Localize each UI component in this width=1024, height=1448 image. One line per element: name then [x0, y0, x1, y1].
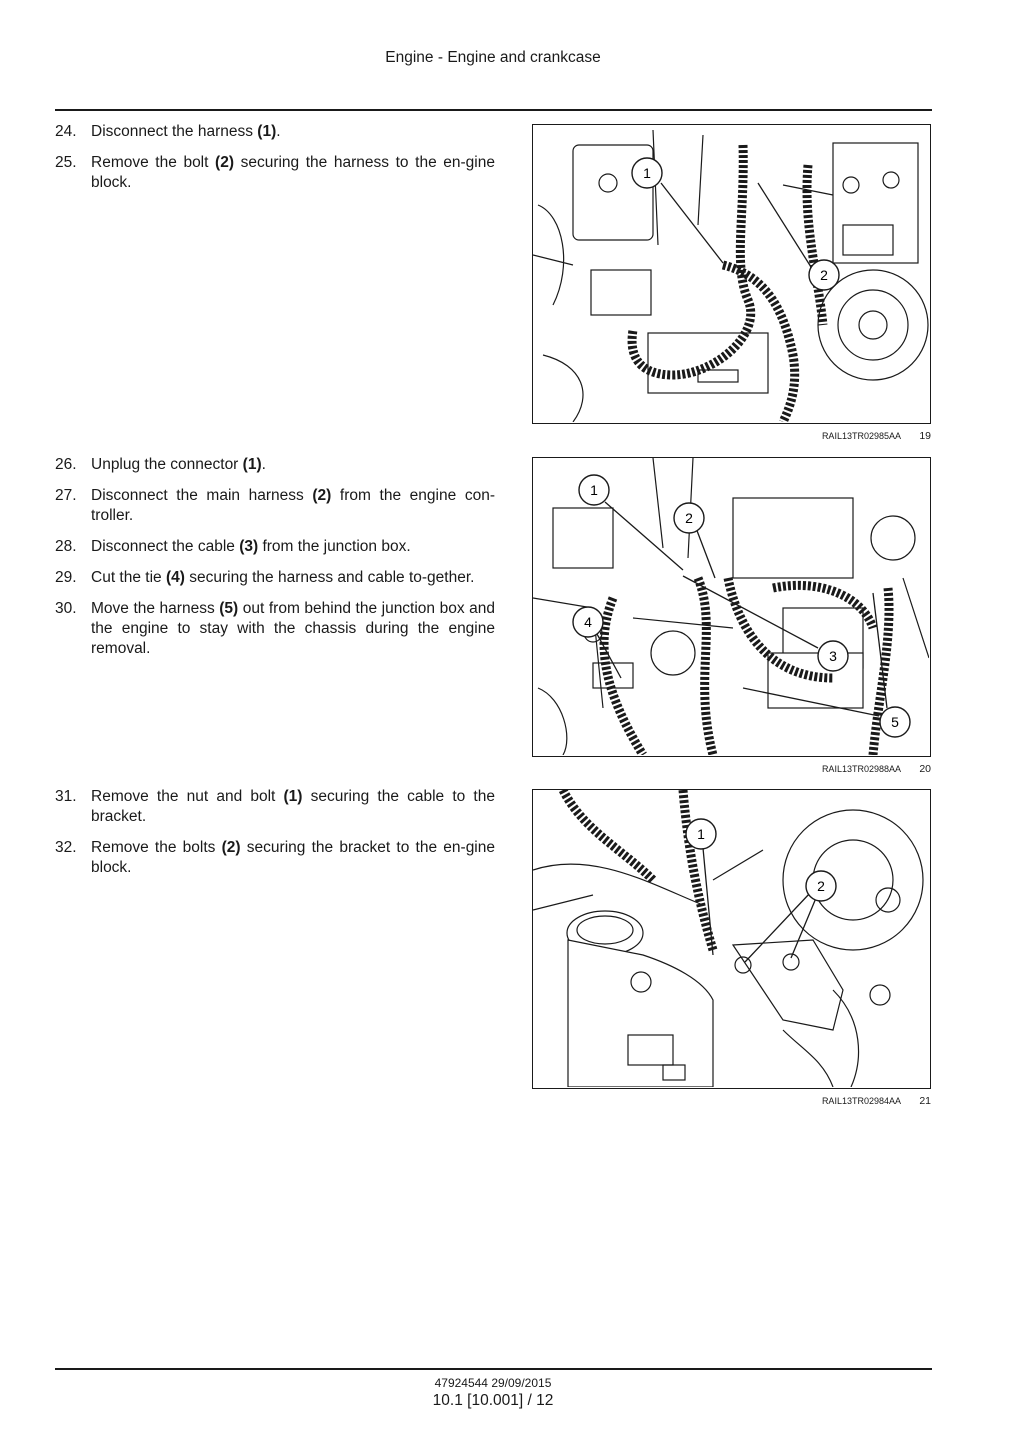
step-text: securing the harness and cable to-gether.: [184, 569, 475, 586]
step-text: securing the cable to the bracket.: [91, 788, 495, 825]
step-number: 31.: [55, 788, 77, 805]
step-ref: (4): [165, 569, 185, 586]
step-32: [55, 838, 495, 878]
callout-label: 1: [697, 826, 705, 842]
callout-label: 1: [643, 165, 651, 181]
step-text: Remove the nut and bolt: [91, 788, 284, 805]
step-text: from the engine con-troller.: [91, 487, 495, 524]
step-30: [55, 599, 495, 659]
step-text: Cut the tie: [91, 569, 166, 586]
callout-marker-2: [758, 183, 839, 290]
footer-divider: [55, 1368, 932, 1370]
figure-number: 21: [919, 1095, 931, 1107]
step-number: 32.: [55, 839, 77, 856]
step-number: 24.: [55, 123, 77, 140]
step-text: Move the harness: [91, 600, 220, 617]
step-text: Disconnect the cable: [91, 538, 240, 555]
step-text: securing the harness to the en-gine block.: [91, 154, 495, 191]
steps-group-1: [55, 122, 495, 204]
figure-code: RAIL13TR02985AA: [821, 431, 901, 441]
step-number: 28.: [55, 538, 77, 555]
step-text: .: [261, 456, 266, 473]
step-24: [55, 122, 495, 142]
step-number: 25.: [55, 154, 77, 171]
figure-19-caption: [532, 431, 931, 445]
step-number: 26.: [55, 456, 77, 473]
step-26: [55, 455, 495, 475]
step-25: [55, 153, 495, 193]
step-text: securing the bracket to the en-gine block.: [91, 839, 495, 876]
figure-number: 20: [919, 763, 931, 775]
callout-marker-1: [686, 819, 716, 955]
figure-20-caption: [532, 764, 931, 778]
callout-label: 2: [820, 267, 828, 283]
figure-21-caption: [532, 1096, 931, 1110]
step-text: Remove the bolt: [91, 154, 216, 171]
step-ref: (2): [312, 487, 332, 504]
page-header-title: Engine - Engine and crankcase: [385, 49, 601, 66]
footer-doc-reference: 47924544 29/09/2015: [434, 1376, 552, 1390]
step-text: Disconnect the harness: [91, 123, 258, 140]
step-ref: (1): [283, 788, 303, 805]
callout-label: 4: [584, 614, 592, 630]
step-27: [55, 486, 495, 526]
step-text: from the junction box.: [258, 538, 411, 555]
step-31: [55, 787, 495, 827]
footer-page-number: 10.1 [10.001] / 12: [432, 1392, 554, 1409]
callout-label: 5: [891, 714, 899, 730]
step-ref: (5): [219, 600, 239, 617]
figure-21-illustration: [532, 789, 931, 1089]
step-ref: (1): [242, 456, 262, 473]
steps-group-3: [55, 787, 495, 889]
step-text: out from behind the junction box and the engine to stay with the chassis during the engine removal.: [91, 600, 496, 657]
figure-code: RAIL13TR02984AA: [821, 1096, 901, 1106]
header-divider: [55, 109, 932, 111]
step-number: 30.: [55, 600, 77, 617]
figure-number: 19: [919, 430, 931, 442]
callout-label: 2: [817, 878, 825, 894]
callout-label: 1: [590, 482, 598, 498]
step-ref: (2): [215, 154, 234, 171]
step-ref: (2): [221, 839, 241, 856]
figure-code: RAIL13TR02988AA: [821, 764, 901, 774]
step-text: Unplug the connector: [91, 456, 243, 473]
step-28: [55, 537, 495, 557]
step-number: 27.: [55, 487, 77, 504]
figure-20-illustration: [532, 457, 931, 757]
callout-label: 3: [829, 648, 837, 664]
figure-19-illustration: [532, 124, 931, 424]
step-number: 29.: [55, 569, 77, 586]
step-ref: (3): [239, 538, 259, 555]
step-text: .: [276, 123, 281, 140]
callout-label: 2: [685, 510, 693, 526]
steps-group-2: [55, 455, 495, 670]
step-text: Remove the bolts: [91, 839, 222, 856]
step-29: [55, 568, 495, 588]
step-ref: (1): [257, 123, 277, 140]
step-text: Disconnect the main harness: [91, 487, 313, 504]
